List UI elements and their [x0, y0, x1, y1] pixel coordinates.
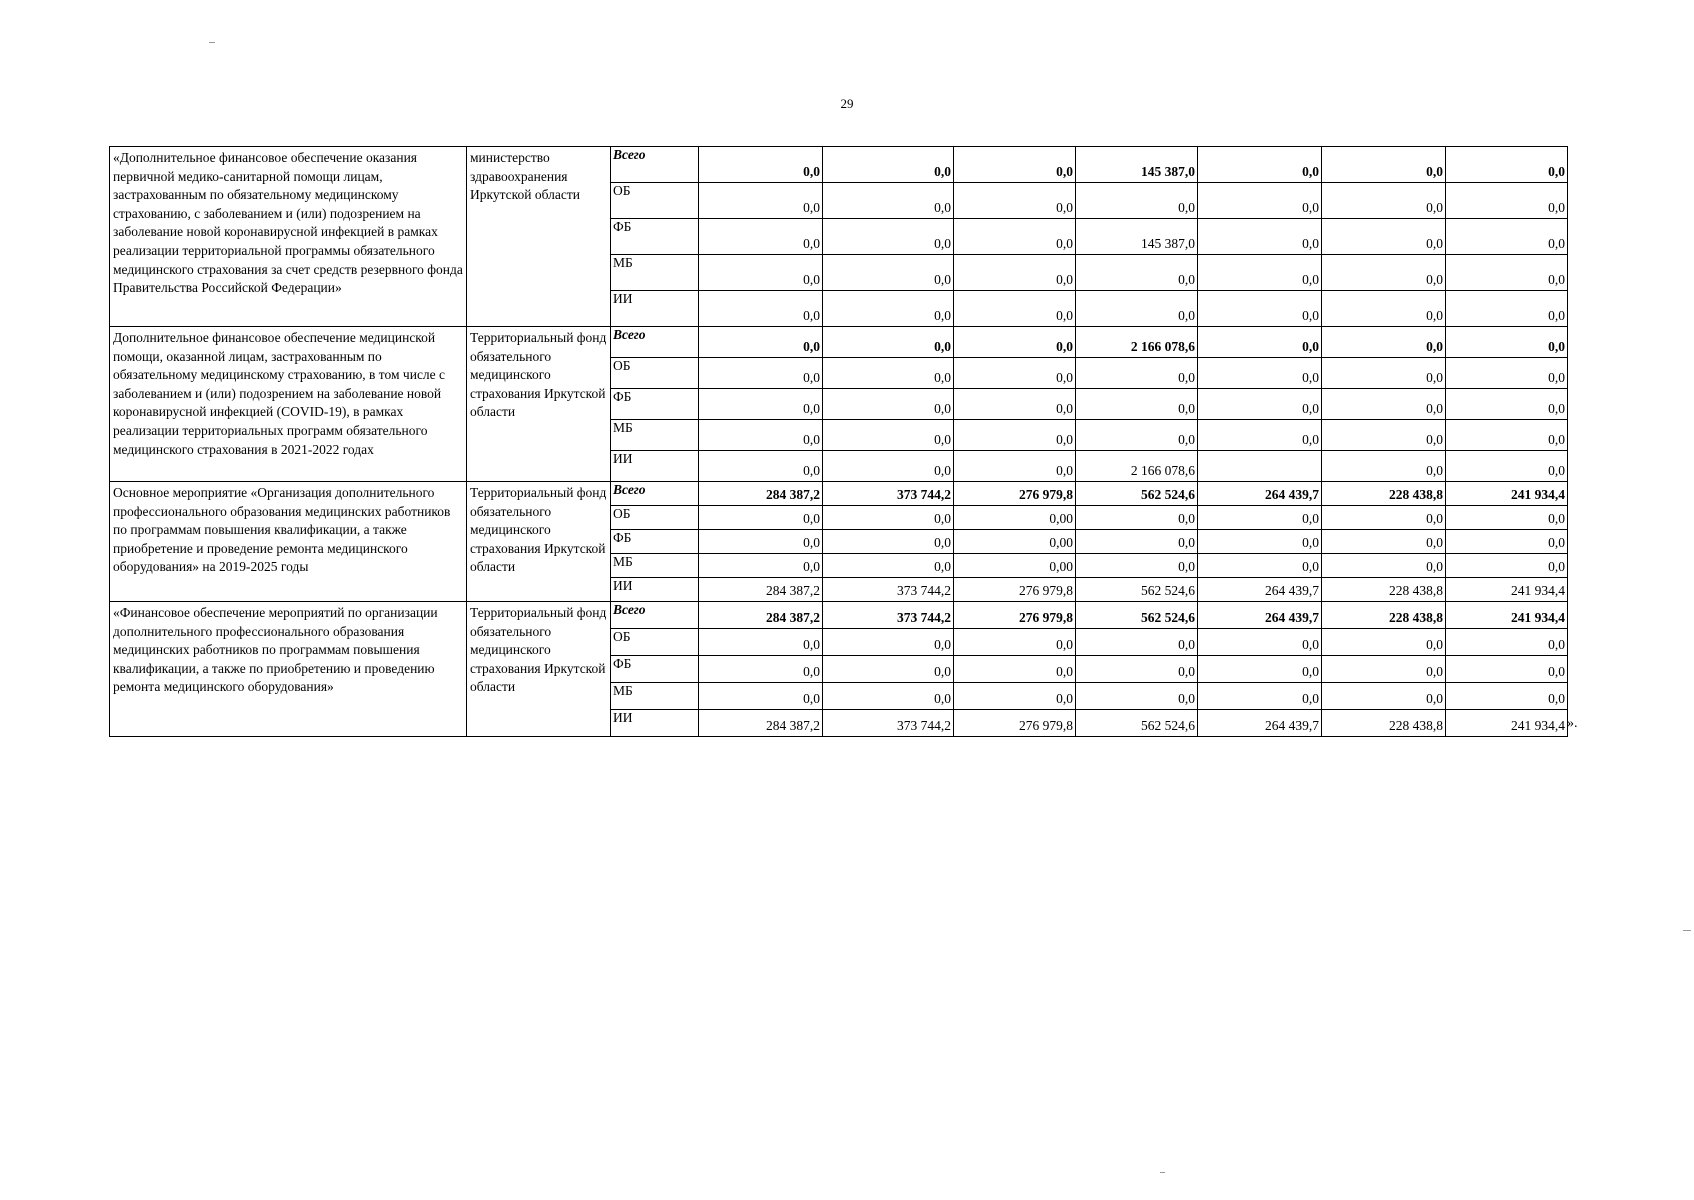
amount-cell: 0,0 — [1198, 420, 1322, 451]
amount-cell: 0,0 — [823, 683, 954, 710]
amount-cell: 0,0 — [823, 183, 954, 219]
amount-cell: 0,0 — [1076, 554, 1198, 578]
amount-cell: 0,0 — [1198, 327, 1322, 358]
amount-cell: 562 524,6 — [1076, 602, 1198, 629]
amount-cell: 0,0 — [954, 683, 1076, 710]
amount-cell: 145 387,0 — [1076, 147, 1198, 183]
responsible-executor: Территориальный фонд обязательного медицинского страхования Иркутской области — [467, 482, 611, 602]
amount-cell: 0,0 — [699, 358, 823, 389]
amount-cell: 0,0 — [823, 255, 954, 291]
amount-cell: 0,0 — [823, 554, 954, 578]
amount-cell: 0,0 — [1322, 506, 1446, 530]
amount-cell: 373 744,2 — [823, 602, 954, 629]
amount-cell: 0,0 — [1198, 291, 1322, 327]
amount-cell: 228 438,8 — [1322, 710, 1446, 737]
amount-cell: 0,0 — [699, 147, 823, 183]
amount-cell: 0,00 — [954, 506, 1076, 530]
funding-source: МБ — [611, 255, 699, 291]
amount-cell: 0,0 — [823, 656, 954, 683]
amount-cell: 2 166 078,6 — [1076, 451, 1198, 482]
amount-cell: 0,0 — [1322, 530, 1446, 554]
amount-cell: 0,0 — [823, 291, 954, 327]
funding-source: ОБ — [611, 506, 699, 530]
closing-quote-mark: ». — [1567, 716, 1578, 731]
funding-source: ОБ — [611, 358, 699, 389]
amount-cell: 0,0 — [699, 183, 823, 219]
funding-source: ФБ — [611, 219, 699, 255]
amount-cell: 0,0 — [1322, 683, 1446, 710]
amount-cell: 228 438,8 — [1322, 602, 1446, 629]
amount-cell: 241 934,4 — [1446, 482, 1568, 506]
amount-cell: 0,0 — [1446, 451, 1568, 482]
responsible-executor: Территориальный фонд обязательного медицинского страхования Иркутской области — [467, 327, 611, 482]
amount-cell: 0,0 — [1446, 506, 1568, 530]
amount-cell: 276 979,8 — [954, 578, 1076, 602]
amount-cell: 0,0 — [1198, 554, 1322, 578]
amount-cell: 0,0 — [823, 147, 954, 183]
page-number: 29 — [840, 96, 854, 111]
amount-cell: 0,0 — [1076, 683, 1198, 710]
amount-cell: 0,0 — [1076, 358, 1198, 389]
amount-cell: 284 387,2 — [699, 710, 823, 737]
funding-source: МБ — [611, 683, 699, 710]
amount-cell: 0,0 — [1076, 291, 1198, 327]
amount-cell: 0,0 — [1198, 683, 1322, 710]
amount-cell: 373 744,2 — [823, 482, 954, 506]
amount-cell: 0,0 — [1198, 147, 1322, 183]
amount-cell: 0,0 — [1322, 358, 1446, 389]
amount-cell: 0,0 — [954, 219, 1076, 255]
funding-source: Всего — [611, 482, 699, 506]
amount-cell: 0,0 — [954, 420, 1076, 451]
amount-cell: 0,0 — [1198, 506, 1322, 530]
financing-table — [109, 146, 1568, 737]
amount-cell: 0,0 — [1446, 358, 1568, 389]
table-row — [110, 147, 1568, 183]
amount-cell: 0,0 — [1198, 629, 1322, 656]
amount-cell: 0,0 — [1322, 629, 1446, 656]
amount-cell: 0,0 — [699, 327, 823, 358]
activity-description: Дополнительное финансовое обеспечение медицинской помощи, оказанной лицам, застрахованным по обязательному медицинскому страхованию, в том числе с заболеванием и (или) подозрением на заболевание новой коронавирусной инфекцией (COVID-19), в рамках реализации территориальных программ обязательного медицинского страхования в 2021-2022 годах — [110, 327, 467, 482]
amount-cell: 0,0 — [954, 656, 1076, 683]
responsible-executor: министерство здравоохранения Иркутской области — [467, 147, 611, 327]
amount-cell: 264 439,7 — [1198, 482, 1322, 506]
amount-cell: 0,0 — [699, 389, 823, 420]
funding-source: ФБ — [611, 389, 699, 420]
amount-cell: 0,0 — [1322, 327, 1446, 358]
amount-cell: 0,0 — [1076, 656, 1198, 683]
amount-cell: 562 524,6 — [1076, 578, 1198, 602]
amount-cell: 0,0 — [1322, 183, 1446, 219]
amount-cell: 0,0 — [823, 506, 954, 530]
amount-cell: 284 387,2 — [699, 602, 823, 629]
amount-cell — [1198, 451, 1322, 482]
amount-cell: 0,0 — [1446, 530, 1568, 554]
amount-cell: 0,0 — [1322, 554, 1446, 578]
amount-cell: 0,0 — [699, 420, 823, 451]
amount-cell: 0,0 — [954, 255, 1076, 291]
amount-cell: 0,0 — [1322, 389, 1446, 420]
amount-cell: 0,0 — [1076, 255, 1198, 291]
amount-cell: 0,0 — [1322, 219, 1446, 255]
amount-cell: 0,0 — [954, 389, 1076, 420]
amount-cell: 0,00 — [954, 530, 1076, 554]
amount-cell: 373 744,2 — [823, 578, 954, 602]
amount-cell: 0,0 — [1446, 389, 1568, 420]
table-row — [110, 602, 1568, 629]
amount-cell: 0,0 — [1446, 183, 1568, 219]
funding-source: ОБ — [611, 183, 699, 219]
amount-cell: 0,0 — [823, 629, 954, 656]
amount-cell: 562 524,6 — [1076, 710, 1198, 737]
amount-cell: 0,0 — [1322, 147, 1446, 183]
funding-source: Всего — [611, 327, 699, 358]
amount-cell: 2 166 078,6 — [1076, 327, 1198, 358]
amount-cell: 284 387,2 — [699, 578, 823, 602]
amount-cell: 0,0 — [1076, 183, 1198, 219]
amount-cell: 264 439,7 — [1198, 578, 1322, 602]
activity-description: Основное мероприятие «Организация дополнительного профессионального образования медицинских работников по программам повышения квалификации, а также приобретение и проведение ремонта медицинского оборудования» на 2019-2025 годы — [110, 482, 467, 602]
scan-mark — [209, 42, 215, 43]
amount-cell: 0,0 — [823, 327, 954, 358]
table-body — [110, 147, 1568, 737]
amount-cell: 0,0 — [1446, 327, 1568, 358]
amount-cell: 0,0 — [1446, 554, 1568, 578]
amount-cell: 241 934,4 — [1446, 710, 1568, 737]
amount-cell: 0,0 — [954, 291, 1076, 327]
scan-mark — [1160, 1172, 1165, 1173]
amount-cell: 0,0 — [699, 656, 823, 683]
amount-cell: 0,0 — [699, 554, 823, 578]
amount-cell: 0,0 — [1198, 183, 1322, 219]
amount-cell: 276 979,8 — [954, 482, 1076, 506]
amount-cell: 0,0 — [1198, 389, 1322, 420]
amount-cell: 0,0 — [699, 451, 823, 482]
amount-cell: 0,0 — [823, 389, 954, 420]
amount-cell: 264 439,7 — [1198, 710, 1322, 737]
amount-cell: 264 439,7 — [1198, 602, 1322, 629]
amount-cell: 0,0 — [1446, 629, 1568, 656]
amount-cell: 0,0 — [1198, 255, 1322, 291]
funding-source: ФБ — [611, 530, 699, 554]
amount-cell: 0,0 — [1446, 255, 1568, 291]
funding-source: Всего — [611, 147, 699, 183]
amount-cell: 0,0 — [1076, 506, 1198, 530]
amount-cell: 0,0 — [1076, 629, 1198, 656]
activity-description: «Дополнительное финансовое обеспечение оказания первичной медико-санитарной помощи лицам, застрахованным по обязательному медицинскому страхованию, с заболеванием и (или) подозрением на заболевание новой коронавирусной инфекцией в рамках реализации территориальной программы обязательного медицинского страхования за счет средств резервного фонда Правительства Российской Федерации» — [110, 147, 467, 327]
amount-cell: 562 524,6 — [1076, 482, 1198, 506]
amount-cell: 0,0 — [1198, 358, 1322, 389]
amount-cell: 0,0 — [1446, 291, 1568, 327]
amount-cell: 0,0 — [823, 219, 954, 255]
amount-cell: 0,00 — [954, 554, 1076, 578]
amount-cell: 0,0 — [823, 358, 954, 389]
amount-cell: 0,0 — [699, 530, 823, 554]
responsible-executor: Территориальный фонд обязательного медицинского страхования Иркутской области — [467, 602, 611, 737]
amount-cell: 0,0 — [1322, 451, 1446, 482]
amount-cell: 0,0 — [699, 506, 823, 530]
amount-cell: 276 979,8 — [954, 710, 1076, 737]
amount-cell: 0,0 — [954, 451, 1076, 482]
amount-cell: 0,0 — [823, 451, 954, 482]
amount-cell: 0,0 — [823, 530, 954, 554]
amount-cell: 0,0 — [1198, 656, 1322, 683]
activity-description: «Финансовое обеспечение мероприятий по организации дополнительного профессионального образования медицинских работников по программам повышения квалификации, а также по приобретению и проведению ремонта медицинского оборудования» — [110, 602, 467, 737]
amount-cell: 145 387,0 — [1076, 219, 1198, 255]
amount-cell: 0,0 — [954, 183, 1076, 219]
amount-cell: 0,0 — [954, 358, 1076, 389]
amount-cell: 0,0 — [1322, 656, 1446, 683]
amount-cell: 0,0 — [823, 420, 954, 451]
amount-cell: 228 438,8 — [1322, 482, 1446, 506]
amount-cell: 0,0 — [1446, 420, 1568, 451]
funding-source: ИИ — [611, 451, 699, 482]
funding-source: ИИ — [611, 710, 699, 737]
funding-source: ОБ — [611, 629, 699, 656]
amount-cell: 0,0 — [1198, 530, 1322, 554]
amount-cell: 0,0 — [1322, 255, 1446, 291]
amount-cell: 0,0 — [1322, 420, 1446, 451]
amount-cell: 0,0 — [1446, 656, 1568, 683]
amount-cell: 276 979,8 — [954, 602, 1076, 629]
amount-cell: 0,0 — [1076, 389, 1198, 420]
amount-cell: 0,0 — [1322, 291, 1446, 327]
table-row — [110, 327, 1568, 358]
amount-cell: 0,0 — [699, 629, 823, 656]
amount-cell: 0,0 — [1446, 147, 1568, 183]
funding-source: МБ — [611, 554, 699, 578]
funding-source: МБ — [611, 420, 699, 451]
amount-cell: 0,0 — [954, 147, 1076, 183]
funding-source: ИИ — [611, 291, 699, 327]
amount-cell: 0,0 — [1198, 219, 1322, 255]
amount-cell: 228 438,8 — [1322, 578, 1446, 602]
amount-cell: 0,0 — [1076, 420, 1198, 451]
funding-source: Всего — [611, 602, 699, 629]
amount-cell: 0,0 — [699, 291, 823, 327]
amount-cell: 0,0 — [699, 219, 823, 255]
amount-cell: 0,0 — [954, 629, 1076, 656]
amount-cell: 373 744,2 — [823, 710, 954, 737]
amount-cell: 241 934,4 — [1446, 578, 1568, 602]
table-row — [110, 482, 1568, 506]
amount-cell: 284 387,2 — [699, 482, 823, 506]
amount-cell: 0,0 — [699, 683, 823, 710]
scan-mark — [1683, 930, 1691, 931]
amount-cell: 0,0 — [954, 327, 1076, 358]
funding-source: ФБ — [611, 656, 699, 683]
amount-cell: 0,0 — [1076, 530, 1198, 554]
amount-cell: 0,0 — [1446, 219, 1568, 255]
amount-cell: 241 934,4 — [1446, 602, 1568, 629]
amount-cell: 0,0 — [699, 255, 823, 291]
amount-cell: 0,0 — [1446, 683, 1568, 710]
funding-source: ИИ — [611, 578, 699, 602]
